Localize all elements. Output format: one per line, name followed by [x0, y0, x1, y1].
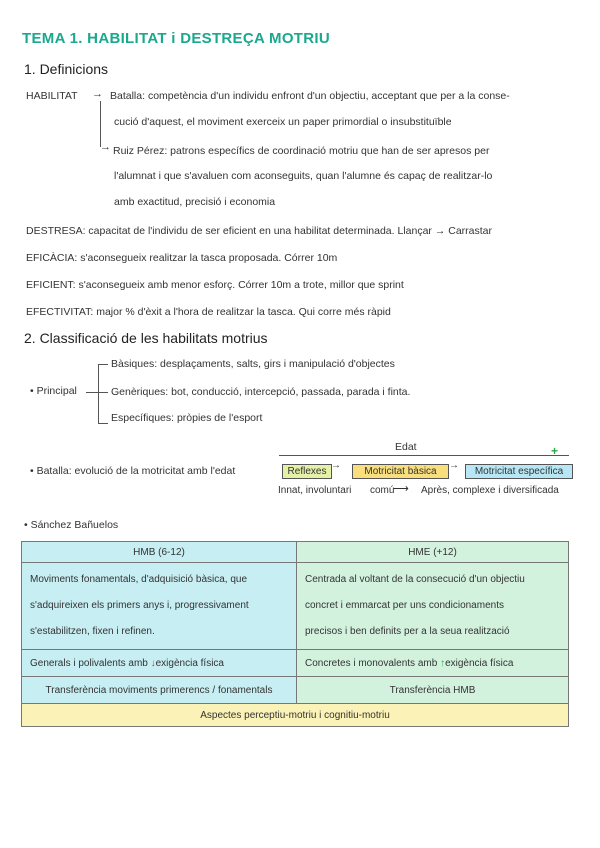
eficient-def: EFICIENT: s'aconsegueix amb menor esforç. Córrer 10m a trote, millor que sprint [26, 279, 404, 291]
arrow-icon: → [92, 88, 103, 100]
hme-definition-line: concret i emmarcat per uns condicionaments [305, 600, 504, 611]
arrow-icon: → [100, 141, 111, 153]
eficacia-def: EFICÀCIA: s'aconsegueix realitzar la tasca proposada. Córrer 10m [26, 252, 338, 264]
edat-axis-label: Edat [395, 441, 417, 453]
batalla-def-1: Batalla: competència d'un individu enfront d'un objectiu, acceptant que per a la conse- [110, 90, 510, 102]
principal-label: • Principal [30, 385, 77, 397]
arrow-icon: → [331, 460, 341, 471]
edat-axis [279, 455, 569, 456]
plus-icon: + [551, 444, 559, 458]
ruiz-def-2: l'alumnat i que s'avaluen com aconseguits, quan l'alumne és capaç de realitzar-lo [114, 170, 493, 182]
hmb-exigencia-cell [22, 650, 297, 677]
hmb-definition-line: s'estabilitzen, fixen i refinen. [30, 626, 155, 637]
hme-definition-cell [297, 563, 569, 650]
efectivitat-def: EFECTIVITAT: major % d'èxit a l'hora de realitzar la tasca. Qui corre més ràpid [26, 306, 391, 318]
habilitat-label: HABILITAT [26, 90, 78, 102]
generiques-item: Genèriques: bot, conducció, intercepció, passada, parada i finta. [111, 386, 411, 398]
stage-motricitat-especifica: Motricitat específica [465, 464, 573, 479]
hmb-definition-cell [22, 563, 297, 650]
aspectes-row: Aspectes perceptiu-motriu i cognitiu-motriu [22, 704, 569, 727]
hmb-transferencia-cell: Transferència moviments primerencs / fonamentals [22, 677, 297, 704]
header-hme: HME (+12) [297, 542, 569, 563]
bracket-tick [98, 423, 108, 424]
bracket-tick [86, 392, 108, 393]
hme-definition-line: precisos i ben definits per a la seua realització [305, 626, 510, 637]
stage-reflexes: Reflexes [282, 464, 332, 479]
arrow-down-icon: ↓ [150, 657, 156, 669]
hme-exigencia-text-post: exigència física [445, 657, 514, 669]
arrow-up-icon: ↑ [440, 657, 446, 669]
hmb-definition-line: s'adquireixen els primers anys i, progressivament [30, 600, 249, 611]
basiques-item: Bàsiques: desplaçaments, salts, girs i manipulació d'objectes [111, 358, 395, 370]
stage-motricitat-basica: Motricitat bàsica [352, 464, 449, 479]
hme-exigencia-cell [297, 650, 569, 677]
section-definicions-heading: 1. Definicions [24, 61, 109, 77]
arrow-icon: → [449, 460, 459, 471]
arrow-icon: ⟶ [393, 483, 409, 495]
sanchez-label: • Sánchez Bañuelos [24, 519, 119, 531]
hme-exigencia-text: Concretes i monovalents amb [305, 657, 438, 669]
hmb-exigencia-text: Generals i polivalents amb [30, 657, 148, 669]
page-title: TEMA 1. HABILITAT i DESTREÇA MOTRIU [22, 30, 330, 47]
hmb-exigencia-text-post: exigència física [155, 657, 224, 669]
hmb-definition-line: Moviments fonamentals, d'adquisició bàsica, que [30, 574, 248, 585]
habilitats-table [21, 541, 569, 727]
ruiz-def-3: amb exactitud, precisió i economia [114, 196, 276, 208]
batalla-def-2: cució d'aquest, el moviment exerceix un paper primordial o insubstituïble [114, 116, 452, 128]
classification-bracket [98, 364, 99, 424]
hme-definition-line: Centrada al voltant de la consecució d'un objectiu [305, 574, 525, 585]
hme-transferencia-cell: Transferència HMB [297, 677, 569, 704]
destresa-def: DESTRESA: capacitat de l'individu de ser eficient en una habilitat determinada. Llançar → Carrastar [26, 225, 492, 237]
bracket-tick [98, 364, 108, 365]
stage-note-innat: Innat, involuntari [278, 485, 352, 496]
ruiz-def-1: Ruiz Pérez: patrons específics de coordinació motriu que han de ser apresos per [113, 145, 490, 157]
stage-note-apres: Après, complexe i diversificada [421, 485, 559, 496]
section-classificacio-heading: 2. Classificació de les habilitats motrius [24, 330, 268, 346]
especifiques-item: Específiques: pròpies de l'esport [111, 412, 263, 424]
header-hmb: HMB (6-12) [22, 542, 297, 563]
batalla-evolution-label: • Batalla: evolució de la motricitat amb l'edat [30, 465, 236, 477]
stage-note-comu: comú [370, 485, 395, 496]
